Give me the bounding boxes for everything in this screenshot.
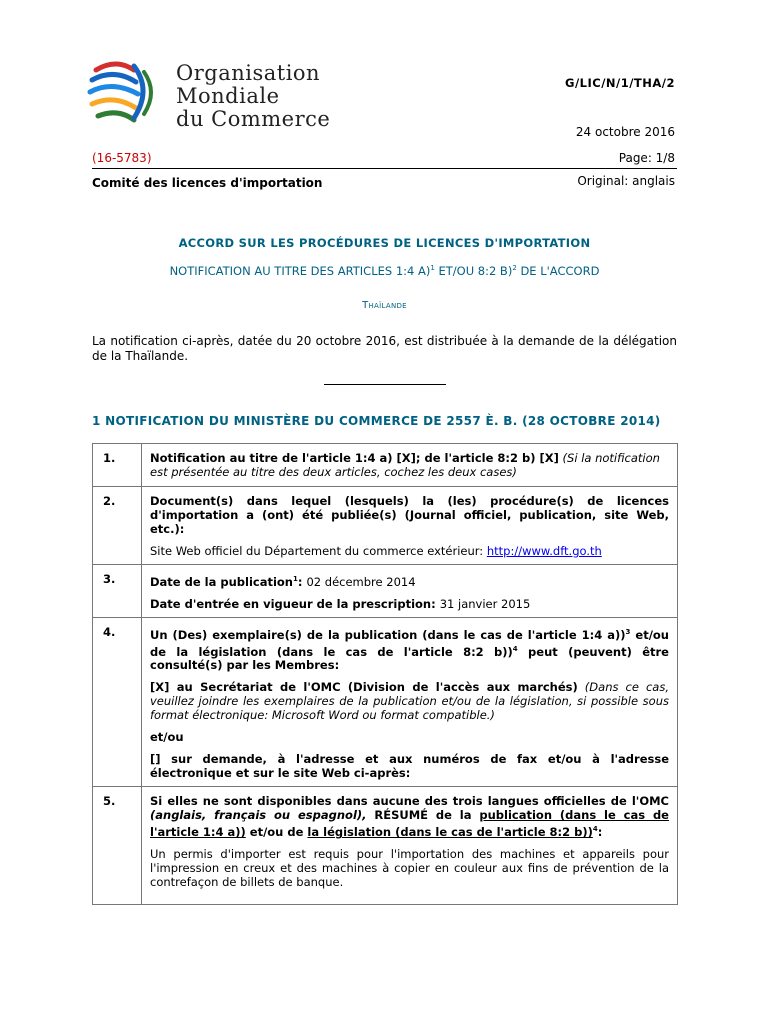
row-answer [150, 544, 669, 558]
row-content [142, 565, 678, 618]
document-date: 24 octobre 2016 [575, 125, 675, 139]
table-row [93, 444, 678, 487]
row-bold-text [150, 794, 669, 839]
org-line-1: Organisation [176, 61, 321, 85]
effective-date-line [150, 597, 669, 611]
label-text: Date d'entrée en vigueur de la prescription: [150, 596, 440, 611]
page-indicator: Page: 1/8 [618, 151, 675, 165]
footnote-ref-4[interactable]: 4 [592, 825, 598, 834]
separator-line [324, 384, 446, 385]
text-part: Si elles ne sont disponibles dans aucune des trois langues officielles de l'OMC [150, 794, 669, 809]
answer-text: Site Web officiel du Département du commerce extérieur: [150, 544, 487, 558]
text-part: : [597, 825, 603, 840]
country-name: Thaïlande [362, 300, 407, 311]
footnote-ref-2[interactable]: 2 [512, 264, 517, 273]
website-link[interactable]: http://www.dft.go.th [486, 544, 602, 558]
row-number: 5. [93, 787, 142, 905]
footnote-ref-3[interactable]: 3 [625, 627, 631, 636]
label-text: Date de la publication [150, 574, 293, 589]
effective-date: 31 janvier 2015 [439, 596, 531, 611]
row-content [142, 787, 678, 905]
languages-text: (anglais, français ou espagnol), [150, 808, 367, 823]
option-secretariat [150, 680, 669, 722]
text-part: et/ou de la législation (dans le cas de l'article 8:2 b)) [150, 627, 669, 659]
row-content [142, 487, 678, 565]
text-part: RÉSUMÉ de la [366, 808, 480, 823]
row-content [142, 444, 678, 487]
row-italic-text: (Si la notification est présentée au titre des deux articles, cochez les deux cases) [150, 451, 660, 479]
text-part: peut (peuvent) être consulté(s) par les Membres: [150, 644, 669, 673]
underlined-publication: publication (dans le cas de l'article 1:4 a)) [150, 808, 669, 840]
footnote-ref-1[interactable]: 1 [430, 264, 435, 273]
notification-table [92, 443, 678, 905]
row-number: 3. [93, 565, 142, 618]
org-line-3: du Commerce [176, 107, 331, 131]
row-bold-text: Document(s) dans lequel (lesquels) la (les) procédure(s) de licences d'importation a (ont) été publiée(s) (Journal officiel, publication, site Web, etc.): [150, 494, 669, 536]
row-number: 1. [93, 444, 142, 487]
text-part: et/ou de [245, 825, 308, 840]
summary-text: Un permis d'importer est requis pour l'importation des machines et appareils pour l'impression en creux et des machines à copier en couleur aux fins de prévention de la contrefaçon de billets de banque. [150, 847, 669, 890]
subtitle-part-b: ET/OU 8:2 B) [434, 264, 513, 278]
option-on-request: [] sur demande, à l'adresse et aux numéros de fax et/ou à l'adresse électronique et sur le site Web ci-après: [150, 752, 669, 781]
section-heading: 1 NOTIFICATION DU MINISTÈRE DU COMMERCE DE 2557 È. B. (28 OCTOBRE 2014) [92, 414, 661, 428]
committee-name: Comité des licences d'importation [92, 176, 323, 190]
notification-subtitle [92, 264, 677, 278]
underlined-legislation: la législation (dans le cas de l'article 8:2 b)) [307, 825, 593, 840]
row-bold-text: Notification au titre de l'article 1:4 a) [X]; de l'article 8:2 b) [X] [150, 451, 559, 465]
option-label: [X] au Secrétariat de l'OMC (Division de l'accès aux marchés) [150, 680, 578, 695]
agreement-title: ACCORD SUR LES PROCÉDURES DE LICENCES D'IMPORTATION [178, 236, 591, 250]
document-symbol: G/LIC/N/1/THA/2 [565, 76, 675, 90]
table-row [93, 565, 678, 618]
org-line-2: Mondiale [176, 84, 280, 108]
subtitle-part-c: DE L'ACCORD [516, 264, 600, 278]
header-divider [92, 168, 677, 169]
original-language: Original: anglais [577, 174, 675, 188]
publication-date: 02 décembre 2014 [306, 574, 416, 589]
publication-date-line [150, 572, 669, 589]
subtitle-part-a: NOTIFICATION AU TITRE DES ARTICLES 1:4 A) [169, 264, 431, 278]
row-number: 2. [93, 487, 142, 565]
footnote-ref-4[interactable]: 4 [512, 644, 518, 653]
row-bold-text [150, 625, 669, 673]
option-note: (Dans ce cas, veuillez joindre les exemplaires de la publication et/ou de la législation, si possible sous format électronique: Microsoft Word ou format compatible.) [150, 680, 669, 723]
label-colon: : [297, 574, 307, 589]
table-row [93, 487, 678, 565]
table-row [93, 787, 678, 905]
wto-logo-icon [82, 56, 172, 126]
and-or-text: et/ou [150, 730, 184, 745]
text-part: Un (Des) exemplaire(s) de la publication (dans le cas de l'article 1:4 a)) [150, 627, 626, 642]
organisation-name [176, 63, 330, 132]
row-content [142, 617, 678, 787]
intro-paragraph: La notification ci-après, datée du 20 octobre 2016, est distribuée à la demande de la délégation de la Thaïlande. [92, 334, 677, 363]
footnote-ref-1[interactable]: 1 [293, 575, 298, 583]
document-number: (16-5783) [92, 151, 152, 165]
row-number: 4. [93, 617, 142, 787]
table-row [93, 617, 678, 787]
